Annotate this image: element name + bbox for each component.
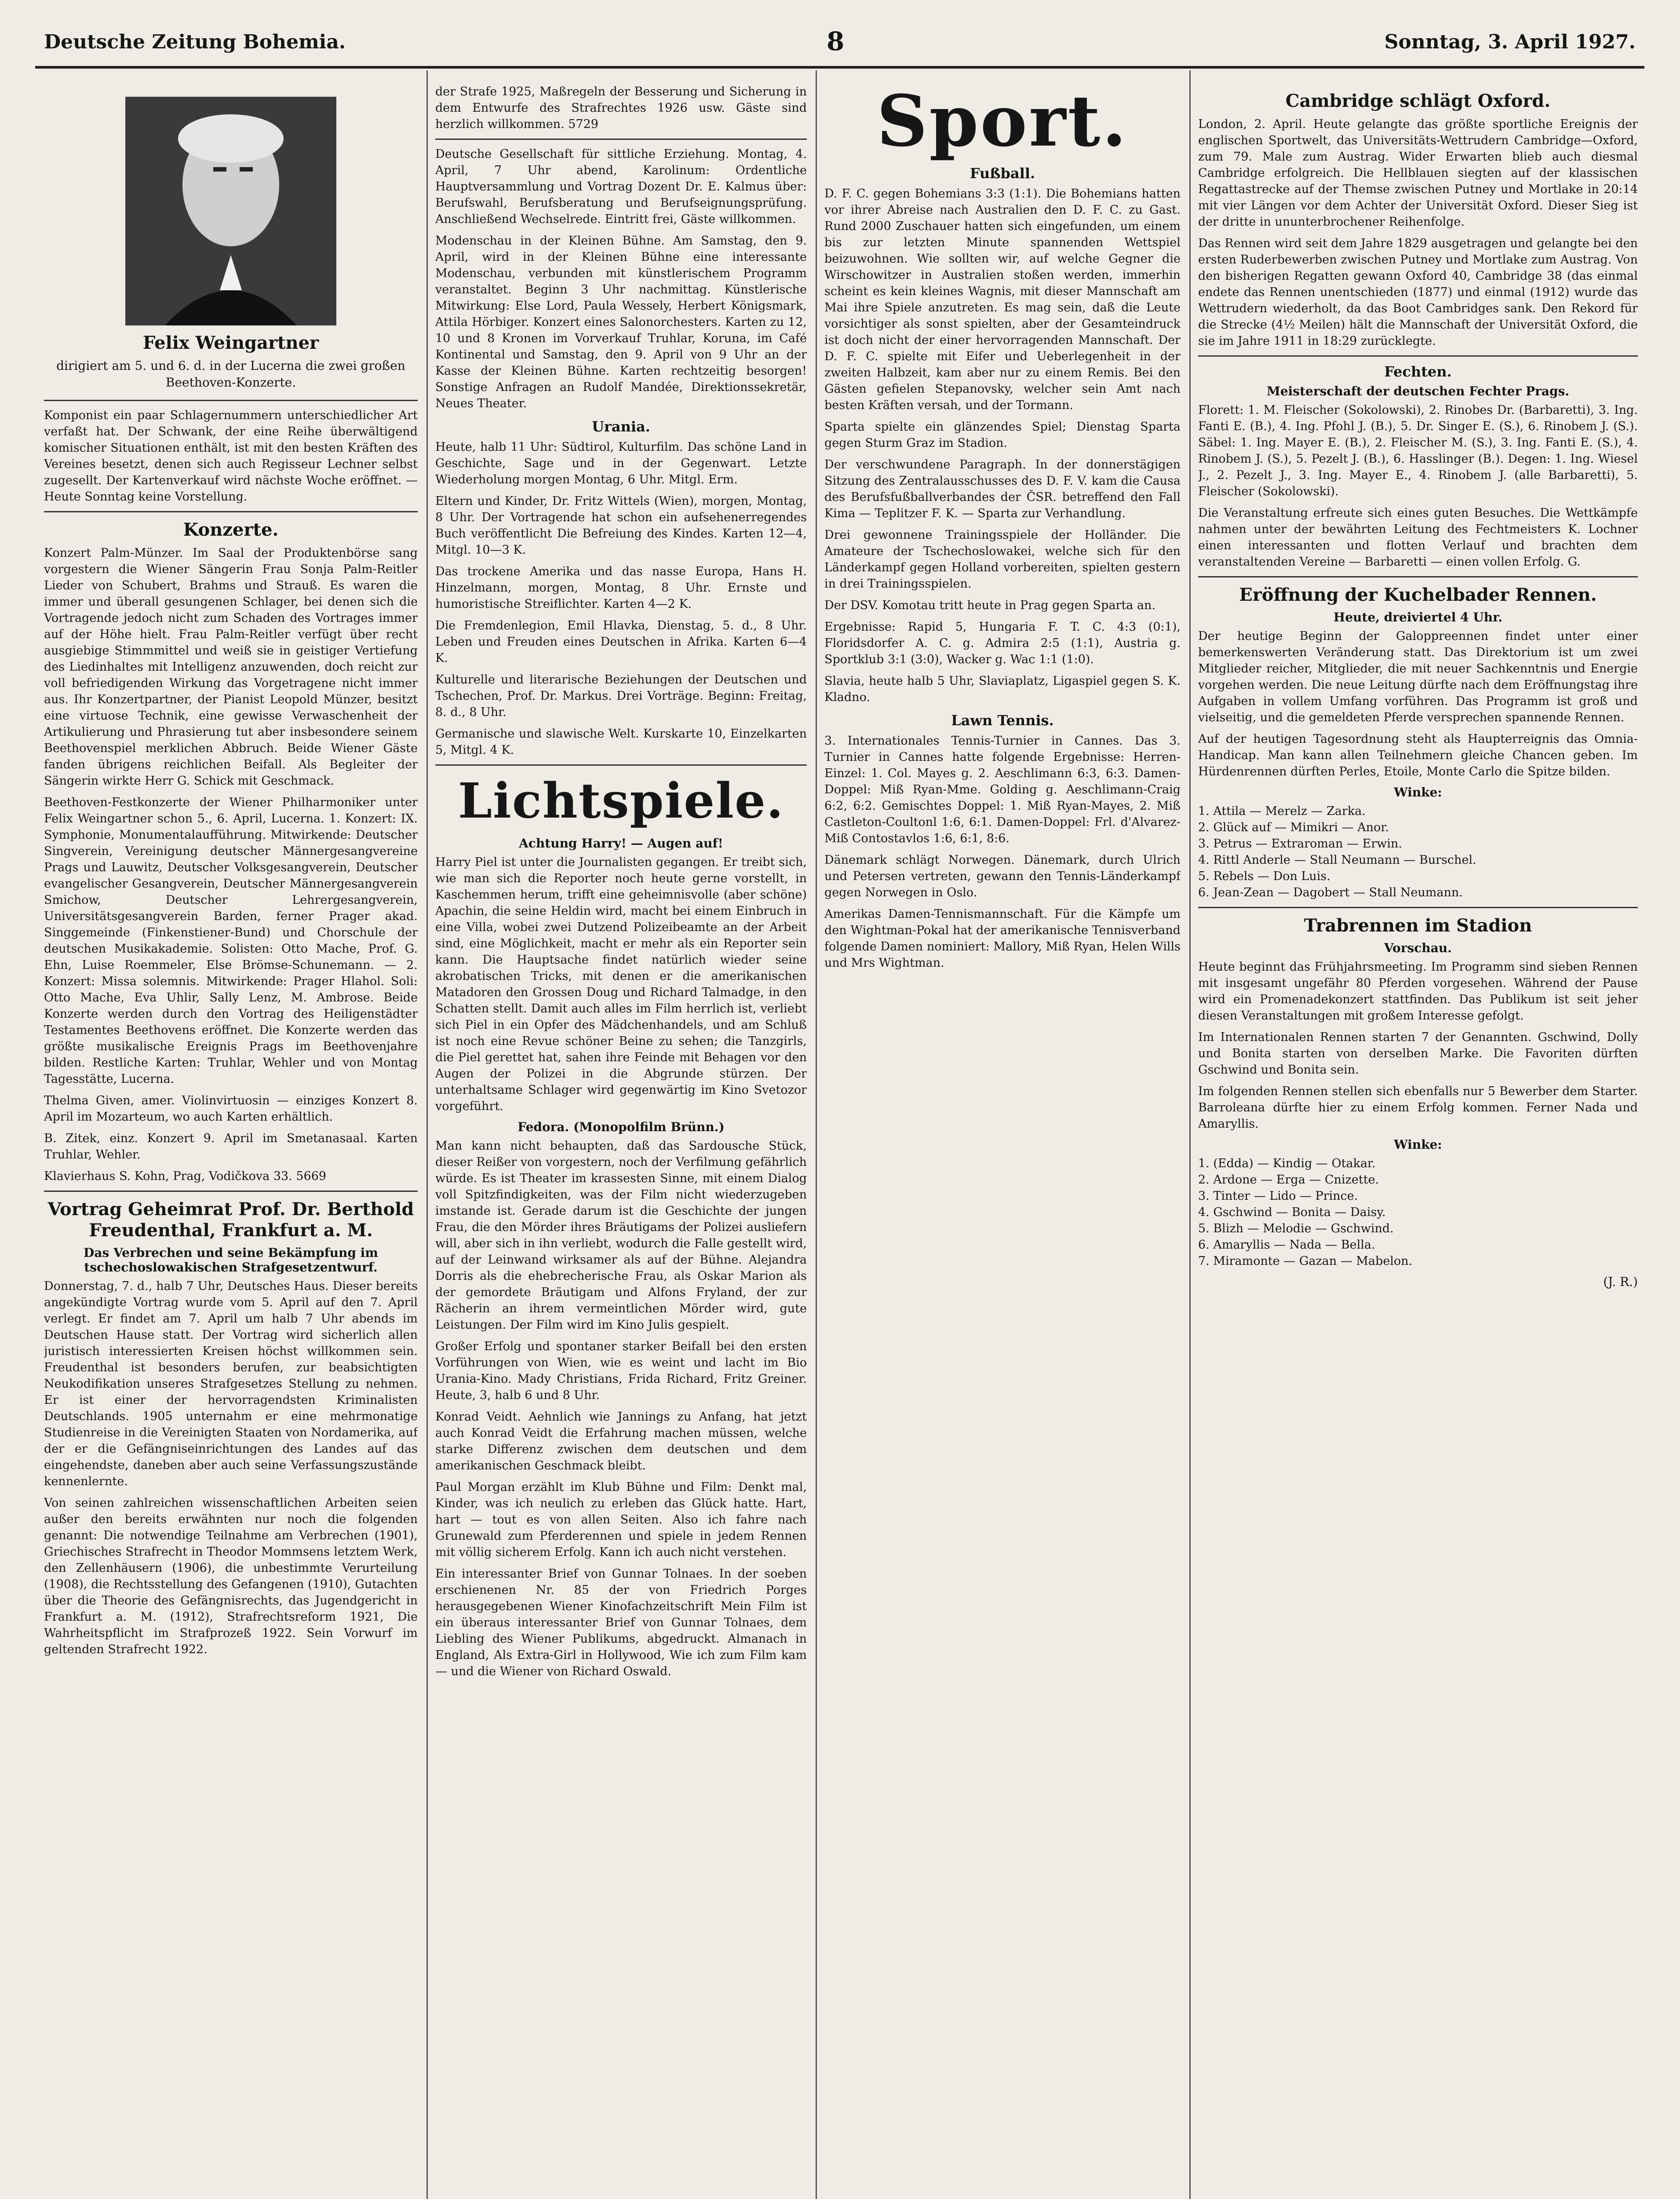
article-paragraph: Paul Morgan erzählt im Klub Bühne und Film: Denkt mal, Kinder, was ich neulich zu erleben das Glück hatte. Hart, hart — tout es von allen Seiten. Also ich fahre nach Grunewald zum Pferderennen und spiele in jedem Rennen mit völlig sicherem Erfolg. Kann ich auch nicht verstehen. [435, 1480, 807, 1559]
list-item: 1. Attila — Merelz — Zarka. [1198, 804, 1366, 818]
section-heading-kuchelbad: Eröffnung der Kuchelbader Rennen. [1239, 584, 1597, 605]
article-paragraph: Kulturelle und literarische Beziehungen der Deutschen und Tschechen, Prof. Dr. Markus. Drei Vorträge. Beginn: Freitag, 8. d., 8 Uhr. [435, 673, 807, 719]
article-paragraph: Im Internationalen Rennen starten 7 der Genannten. Gschwind, Dolly und Bonita starten von derselben Marke. Die Favoriten dürften Gschwind und Bonita sein. [1198, 1030, 1638, 1077]
article-paragraph: Die Fremdenlegion, Emil Hlavka, Dienstag, 5. d., 8 Uhr. Leben und Freuden eines Deutschen in Afrika. Karten 6—4 K. [435, 619, 807, 665]
list-item: 3. Tinter — Lido — Prince. [1198, 1189, 1358, 1203]
photo-caption: dirigiert am 5. und 6. d. in der Lucerna die zwei großen Beethoven-Konzerte. [56, 358, 405, 390]
advertisement-line: Klavierhaus S. Kohn, Prag, Vodičkova 33. 5669 [44, 1169, 327, 1183]
list-item: 5. Blizh — Melodie — Gschwind. [1198, 1222, 1394, 1235]
article-paragraph: Florett: 1. M. Fleischer (Sokolowski), 2. Rinobes Dr. (Barbaretti), 3. Ing. Fanti E. (B.), 4. Ing. Pfohl J. (B.), 5. Dr. Singer E. (S.), 6. Rinobem J. (S.). Säbel: 1. Ing. Mayer E. (B.), 2. Fleischer M. (S.), 3. Ing. Fanti E. (S.), 4. Rinobem J. (S.), 5. Pezelt J. (B.), 6. Hasslinger (B.). Degen: 1. Ing. Wiesel J., 2. Pezelt J., 3. Ing. Mayer E., 4. Rinobem J. (alle Barbaretti), 5. Fleischer (Sokolowski). [1198, 403, 1638, 498]
divider [1198, 355, 1638, 357]
article-paragraph: Heute, halb 11 Uhr: Südtirol, Kulturfilm. Das schöne Land in Geschichte, Sage und in der Gegenwart. Letzte Wiederholung morgen Montag, 6 Uhr. Mitgl. Erm. [435, 440, 807, 486]
article-paragraph: Im folgenden Rennen stellen sich ebenfalls nur 5 Bewerber dem Starter. Barroleana dürfte hier zu einem Erfolg kommen. Ferner Nada und Amaryllis. [1198, 1085, 1638, 1131]
column-divider [426, 70, 428, 2199]
theater-paragraph: Komponist ein paar Schlagernummern unterschiedlicher Art verfaßt hat. Der Schwank, der eine Reihe überwältigend komischer Situationen enthält, ist mit den besten Kräften des Vereines besetzt, denen sich auch Regisseur Lechner selbst zugesellt. Der Kartenverkauf wird nächste Woche eröffnet. — Heute Sonntag keine Vorstellung. [44, 409, 418, 504]
list-item: 2. Ardone — Erga — Cnizette. [1198, 1173, 1379, 1187]
lecture-subtitle: Das Verbrechen und seine Bekämpfung im tschechoslowakischen Strafgesetzentwurf. [84, 1246, 378, 1275]
photo-caption-name: Felix Weingartner [142, 332, 319, 353]
section-heading-urania: Urania. [592, 418, 650, 435]
list-item: 3. Petrus — Extraroman — Erwin. [1198, 837, 1402, 851]
article-paragraph: London, 2. April. Heute gelangte das größte sportliche Ereignis der englischen Sportwelt, das Universitäts-Wettrudern Cambridge—Oxford, zum 79. Male zum Austrag. Wider Erwarten blieb auch diesmal Cambridge erfolgreich. Die Hellblauen siegten auf der klassischen Regattastrecke auf der Themse zwischen Putney und Mortlake in 20:14 mit vier Längen vor dem Achter der Universität Oxford. Dieser Sieg ist der dritte in ununterbrochener Reihenfolge. [1198, 117, 1638, 229]
section-heading-sport: Sport. [876, 84, 1129, 162]
divider [1198, 907, 1638, 908]
article-paragraph: Ein interessanter Brief von Gunnar Tolnaes. In der soeben erschienenen Nr. 85 der von Friedrich Porges herausgegebenen Wiener Kinofachzeitschrift Mein Film ist ein überaus interessanter Brief von Gunnar Tolnaes, dem Liebling des Wiener Publikums, abgedruckt. Almanach in England, Als Extra-Girl in Hollywood, Wie ich zum Film kam — und die Wiener von Richard Oswald. [435, 1567, 807, 1678]
section-heading-trabrennen: Trabrennen im Stadion [1304, 915, 1532, 936]
masthead-rule [35, 66, 1644, 69]
article-paragraph: Das trockene Amerika und das nasse Europa, Hans H. Hinzelmann, morgen, Montag, 8 Uhr. Ernste und humoristische Streiflichter. Karten 4—2 K. [435, 565, 807, 611]
article-paragraph: Man kann nicht behaupten, daß das Sardousche Stück, dieser Reißer von vorgestern, noch der Verfilmung gefährlich würde. Es ist Theater im krassesten Sinne, mit einem Dialog voll Spitzfindigkeiten, was der Film nicht wiederzugeben imstande ist. Gerade darum ist die Geschichte der jungen Frau, die den Mörder ihres Bräutigams der Polizei ausliefern will, aber sich in ihn verliebt, wodurch die Falle gestellt wird, auf der Leinwand wirksamer als auf der Bühne. Alejandra Dorris als die ehebrecherische Frau, als Oskar Marion als der gemordete Bräutigam und Alfons Fryland, der zur Rächerin an ihrem vermeintlichen Mörder wird, gute Leistungen. Der Film wird im Kino Julis gespielt. [435, 1139, 807, 1332]
article-paragraph: D. F. C. gegen Bohemians 3:3 (1:1). Die Bohemians hatten vor ihrer Abreise nach Australien den D. F. C. zu Gast. Rund 2000 Zuschauer hatten sich eingefunden, um einem bis zur letzten Minute spannenden Wettspiel beizuwohnen. Wie sollten wir, auf welche Gegner die Wirschowitzer in Australien stoßen werden, immerhin scheint es kein kleines Wagnis, mit dieser Mannschaft am Mai ihre Spiele anzutreten. Es mag sein, daß die Leute vorsichtiger als sonst spielten, aber der Gesamteindruck ist doch nicht der einer hervorragenden Mannschaft. Der D. F. C. spielte mit Eifer und Ueberlegenheit in der zweiten Halbzeit, kam aber nur zu einem Remis. Bei den Gästen gefielen Stepanovsky, welcher sein Amt nach besten Kräften versah, und der Tormann. [824, 187, 1181, 412]
tips-list [1198, 1155, 1638, 1269]
author-signature: (J. R.) [1603, 1275, 1638, 1289]
divider [435, 764, 807, 766]
article-paragraph: Der DSV. Komotau tritt heute in Prag gegen Sparta an. [824, 599, 1156, 612]
list-item: 6. Jean-Zean — Dagobert — Stall Neumann. [1198, 886, 1463, 899]
subsection-heading-tennis: Lawn Tennis. [951, 712, 1054, 729]
page-number: 8 [827, 26, 845, 56]
masthead [35, 26, 1644, 57]
divider [44, 1191, 418, 1192]
list-item: 5. Rebels — Don Luis. [1198, 869, 1330, 883]
portrait-photo [125, 97, 336, 325]
article-paragraph: Die Veranstaltung erfreute sich eines guten Besuches. Die Wettkämpfe nahmen unter der bewährten Leitung des Fechtmeisters K. Lochner einen interessanten und flotten Verlauf und brachten dem veranstaltenden Vereine — Barbaretti — einen vollen Erfolg. G. [1198, 506, 1638, 569]
article-paragraph: Sparta spielte ein glänzendes Spiel; Dienstag Sparta gegen Sturm Graz im Stadion. [824, 420, 1181, 450]
column-1 [44, 84, 418, 2199]
article-paragraph: Heute beginnt das Frühjahrsmeeting. Im Programm sind sieben Rennen mit insgesamt ungefähr 80 Pferden vorgesehen. Während der Pause wird ein Promenadekonzert stattfinden. Das Publikum ist seit jeher diesen Veranstaltungen mit großem Interesse gefolgt. [1198, 960, 1638, 1023]
issue-date: Sonntag, 3. April 1927. [1384, 31, 1636, 53]
article-paragraph: Drei gewonnene Trainingsspiele der Holländer. Die Amateure der Tschechoslowakei, welche sich für den Länderkampf gegen Holland vorbereiten, spielten gestern in drei Trainingsspielen. [824, 528, 1181, 591]
column-divider [816, 70, 817, 2199]
film-heading: Fedora. (Monopolfilm Brünn.) [517, 1120, 725, 1134]
article-paragraph: Konrad Veidt. Aehnlich wie Jannings zu Anfang, hat jetzt auch Konrad Veidt die Erfahrung machen müssen, welche starke Differenz zwischen dem deutschen und dem amerikanischen Geschmack bleibt. [435, 1410, 807, 1472]
subsection-heading-fussball: Fußball. [969, 165, 1035, 182]
article-paragraph: Großer Erfolg und spontaner starker Beifall bei den ersten Vorführungen von Wien, wie es weint und lacht im Bio Urania-Kino. Mady Christians, Frida Richard, Fritz Greiner. Heute, 3, halb 6 und 8 Uhr. [435, 1340, 807, 1402]
list-item: 1. (Edda) — Kindig — Otakar. [1198, 1157, 1376, 1170]
article-paragraph: Der heutige Beginn der Galoppreennen findet unter einer bemerkenswerten Veränderung statt. Das Direktorium ist um zwei Mitglieder reicher, Mitglieder, die mit neuer Sachkenntnis und Energie vorgehen werden. Die neue Leitung dürfte nach dem Eröffnungstag ihre Aufgaben in vollem Umfang vorführen. Das Programm ist groß und vielseitig, und die gemeldeten Pferde versprechen spannende Rennen. [1198, 629, 1638, 724]
section-heading-fechten: Fechten. [1384, 363, 1452, 380]
article-paragraph: Modenschau in der Kleinen Bühne. Am Samstag, den 9. April, wird in der Kleinen Bühne eine interessante Modenschau, verbunden mit künstlerischem Programm veranstaltet. Beginn 3 Uhr nachmittag. Künstlerische Mitwirkung: Else Lord, Paula Wessely, Herbert Königsmark, Attila Hörbiger. Konzert eines Salonorchesters. Karten zu 12, 10 und 8 Kronen im Vorverkauf Truhlar, Koruna, im Café Kontinental und Samstag, den 9. April von 9 Uhr an der Kasse der Kleinen Bühne. Karten rechtzeitig besorgen! Sonstige Anfragen an Rudolf Mandée, Direktionssekretär, Neues Theater. [435, 234, 807, 410]
tips-heading: Winke: [1394, 785, 1442, 800]
divider [1198, 576, 1638, 577]
divider [435, 139, 807, 140]
newspaper-name: Deutsche Zeitung Bohemia. [44, 31, 346, 53]
article-paragraph: Auf der heutigen Tagesordnung steht als Haupterreignis das Omnia-Handicap. Man kann allen Teilnehmern gleiche Chancen geben. Im Hürdenrennen dürften Perles, Etoile, Monte Carlo die Spitze bilden. [1198, 732, 1638, 778]
article-paragraph: Dänemark schlägt Norwegen. Dänemark, durch Ulrich und Petersen vertreten, gewann den Tennis-Länderkampf gegen Norwegen in Oslo. [824, 853, 1181, 899]
article-paragraph: Harry Piel ist unter die Journalisten gegangen. Er treibt sich, wie man sich die Reporter noch heute gerne vorstellt, in Kaschemmen herum, trifft eine geheimnisvolle (aber schöne) Apachin, die seine Heldin wird, macht bei einem Einbruch in eine Villa, wobei zwei Dutzend Polizeibeamte an der Arbeit sind, eine Möglichkeit, macht er mehr als ein Reporter sein kann. Die Hauptsache findet natürlich wieder seine akrobatischen Tricks, mit denen er die amerikanischen Matadoren den Grossen Doug und Richard Talmadge, in den Schatten stellt. Damit auch alles im Film herrlich ist, verliebt sich Piel in ein Opfer des Mädchenhandels, und am Schluß ist noch eine Revue schöner Beine zu sehen; die Tanzgirls, die Piel gerettet hat, sahen ihre Feinde mit Behagen vor den Augen der Polizei in die Abgrunde stürzen. Der unterhaltsame Schlager wird gegenwärtig im Kino Svetozor vorgeführt. [435, 855, 807, 1113]
preview-subtitle: Vorschau. [1384, 941, 1452, 955]
article-paragraph: Slavia, heute halb 5 Uhr, Slaviaplatz, Ligaspiel gegen S. K. Kladno. [824, 674, 1181, 704]
list-item: 2. Glück auf — Mimikri — Anor. [1198, 821, 1389, 834]
list-item: 4. Rittl Anderle — Stall Neumann — Burschel. [1198, 853, 1476, 867]
column-2 [435, 84, 807, 2199]
column-3 [824, 84, 1181, 2199]
article-paragraph: Germanische und slawische Welt. Kurskarte 10, Einzelkarten 5, Mitgl. 4 K. [435, 727, 807, 757]
article-paragraph: Der verschwundene Paragraph. In der donnerstägigen Sitzung des Zentralausschusses des D. F. V. kam die Causa des Berufsfußballverbandes der ČSR. betreffend den Fall Kima — Teplitzer F. K. — Sparta zur Verhandlung. [824, 458, 1181, 520]
article-paragraph: Thelma Given, amer. Violinvirtuosin — einziges Konzert 8. April im Mozarteum, wo auch Karten erhältlich. [44, 1094, 418, 1124]
section-heading-konzerte: Konzerte. [183, 519, 279, 540]
film-heading: Achtung Harry! — Augen auf! [519, 836, 723, 851]
column-4 [1198, 84, 1638, 2199]
tips-heading: Winke: [1394, 1137, 1442, 1152]
article-paragraph: der Strafe 1925, Maßregeln der Besserung und Sicherung in dem Entwurfe des Strafrechtes 1926 usw. Gäste sind herzlich willkommen. 5729 [435, 85, 807, 131]
article-paragraph: Von seinen zahlreichen wissenschaftlichen Arbeiten seien außer den bereits erwähnten nur noch die folgenden genannt: Die notwendige Teilnahme am Verbrechen (1901), Griechisches Strafrecht in Theodor Mommsens letztem Werk, den Zellenhäusern (1906), die unbestimmte Verurteilung (1908), die Rechtsstellung des Gefangenen (1910), Gutachten über die Theorie des Gefängnisrechts, das Jugendgericht in Frankfurt a. M. (1912), Strafrechtsreform 1921, Die Wahrheitspflicht im Strafprozeß 1922. Sein Vorwurf im geltenden Strafrecht 1922. [44, 1496, 418, 1656]
list-item: 7. Miramonte — Gazan — Mabelon. [1198, 1254, 1413, 1268]
list-item: 4. Gschwind — Bonita — Daisy. [1198, 1205, 1386, 1219]
article-paragraph: Konzert Palm-Münzer. Im Saal der Produktenbörse sang vorgestern die Wiener Sängerin Frau Sonja Palm-Reitler Lieder von Schubert, Brahms und Strauß. Es waren die immer und überall gesungenen Schlager, bei denen sich die Vortragende jedoch nicht zum Schaden des Vortrages immer auf der Höhe hielt. Frau Palm-Reitler verfügt über recht ausgiebige Stimmmittel und weiß sie in geistiger Vertiefung des Liedinhaltes mit Intelligenz anzuwenden, doch reicht zur voll befriedigenden Wirkung das Vorgetragene nicht immer aus. Ihr Konzertpartner, der Pianist Leopold Münzer, besitzt eine virtuose Technik, eine gewisse Verwaschenheit der Artikulierung und Phrasierung tut aber insbesondere seinem Beethovenspiel merklichen Abbruch. Beide Wiener Gäste fanden übrigens reichlichen Beifall. Als Begleiter der Sängerin wirkte Herr G. Schick mit Geschmack. [44, 546, 418, 788]
tips-list [1198, 803, 1638, 901]
article-paragraph: Amerikas Damen-Tennismannschaft. Für die Kämpfe um den Wightman-Pokal hat der amerikanische Tennisverband folgende Damen nominiert: Mallory, Miß Ryan, Helen Wills und Mrs Wightman. [824, 907, 1181, 970]
race-time: Heute, dreiviertel 4 Uhr. [1333, 610, 1503, 625]
divider [44, 400, 418, 401]
section-heading-lichtspiele: Lichtspiele. [458, 772, 784, 829]
list-item: 6. Amaryllis — Nada — Bella. [1198, 1238, 1375, 1252]
article-paragraph: B. Zitek, einz. Konzert 9. April im Smetanasaal. Karten Truhlar, Wehler. [44, 1132, 418, 1162]
article-paragraph: Deutsche Gesellschaft für sittliche Erziehung. Montag, 4. April, 7 Uhr abend, Karolinum: Ordentliche Hauptversammlung und Vortrag Dozent Dr. E. Kalmus über: Berufswahl, Berufsberatung und Berufseignungsprüfung. Anschließend Wechselrede. Eintritt frei, Gäste willkommen. [435, 147, 807, 226]
article-paragraph: Ergebnisse: Rapid 5, Hungaria F. T. C. 4:3 (0:1), Floridsdorfer A. C. g. Admira 2:5 (1:1), Austria g. Sportklub 3:1 (3:0), Wacker g. Wac 1:1 (1:0). [824, 620, 1181, 666]
section-heading-cambridge: Cambridge schlägt Oxford. [1285, 91, 1551, 111]
article-paragraph: Das Rennen wird seit dem Jahre 1829 ausgetragen und gelangte bei den ersten Ruderbewerben zwischen Putney und Mortlake zum Austrag. Von den bisherigen Regatten gewann Oxford 40, Cambridge 38 (das einmal endete das Rennen unentschieden (1877) und einmal (1912) wurde das Wettrudern wiederholt, da das Boot Cambridges sank. Den Rekord für die Strecke (4½ Meilen) hält die Mannschaft der Universität Oxford, die sie im Jahre 1911 in 18:29 zurücklegte. [1198, 237, 1638, 348]
article-paragraph: Eltern und Kinder, Dr. Fritz Wittels (Wien), morgen, Montag, 8 Uhr. Der Vortragende hat schon ein aufsehenerregendes Buch veröffentlicht Die Befreiung des Kindes. Karten 12—4, Mitgl. 10—3 K. [435, 494, 807, 557]
divider [44, 511, 418, 512]
article-paragraph: Donnerstag, 7. d., halb 7 Uhr, Deutsches Haus. Dieser bereits angekündigte Vortrag wurde vom 5. April auf den 7. April verlegt. Er findet am 7. April um halb 7 Uhr abends im Deutschen Hause statt. Der Vortrag wird sicherlich allen juristisch interessierten Kreisen höchst willkommen sein. Freudenthal ist besonders berufen, zur beabsichtigten Neukodifikation unseres Strafgesetzes Stellung zu nehmen. Er ist einer der hervorragendsten Kriminalisten Deutschlands. 1905 unternahm er eine mehrmonatige Studienreise in die Vereinigten Staaten von Nordamerika, auf der er die Gefängniseinrichtungen des Landes auf das eingehendste, daneben aber auch seine Verfassungszustände kennenlernte. [44, 1279, 418, 1488]
article-paragraph: Beethoven-Festkonzerte der Wiener Philharmoniker unter Felix Weingartner schon 5., 6. April, Lucerna. 1. Konzert: IX. Symphonie, Monumentalaufführung. Mitwirkende: Deutscher Singverein, Vereinigung deutscher Männergesangvereine Prags und Lauwitz, Deutscher Volksgesangverein, Deutscher evangelischer Gesangverein, Deutscher Männergesangverein Smichow, Deutscher Lehrergesangverein, Universitätsgesangverein Barden, ferner Prager akad. Singgemeinde (Finkenstiener-Bund) und Chorschule der deutschen Musikakademie. Solisten: Otto Mache, Prof. G. Ehn, Luise Roemmeler, Else Brömse-Schunemann. — 2. Konzert: Missa solemnis. Mitwirkende: Prager Hlahol. Soli: Otto Mache, Eva Uhlir, Sally Lenz, M. Ambrose. Beide Konzerte werden durch den Vortrag des Heiligenstädter Testamentes Beethovens eröffnet. Die Konzerte werden das größte musikalische Ereignis Prags im Beethovenjahre bilden. Restliche Karten: Truhlar, Wehler und von Montag Tagesstätte, Lucerna. [44, 796, 418, 1086]
article-paragraph: 3. Internationales Tennis-Turnier in Cannes. Das 3. Turnier in Cannes hatte folgende Ergebnisse: Herren-Einzel: 1. Col. Mayes g. 2. Aeschlimann 6:3, 6:3. Damen-Doppel: Miß Ryan-Mme. Golding g. Aeschlimann-Craig 6:2, 6:2. Gemischtes Doppel: 1. Miß Ryan-Mayes, 2. Miß Castleton-Coultonl 1:6, 6:1. Damen-Doppel: Frl. d'Alvarez-Miß Contostavlos 1:6, 6:1, 8:6. [824, 734, 1181, 845]
section-heading-vortrag: Vortrag Geheimrat Prof. Dr. Berthold Freudenthal, Frankfurt a. M. [47, 1199, 414, 1241]
column-divider [1189, 70, 1191, 2199]
fencing-subtitle: Meisterschaft der deutschen Fechter Prags. [1266, 384, 1570, 398]
